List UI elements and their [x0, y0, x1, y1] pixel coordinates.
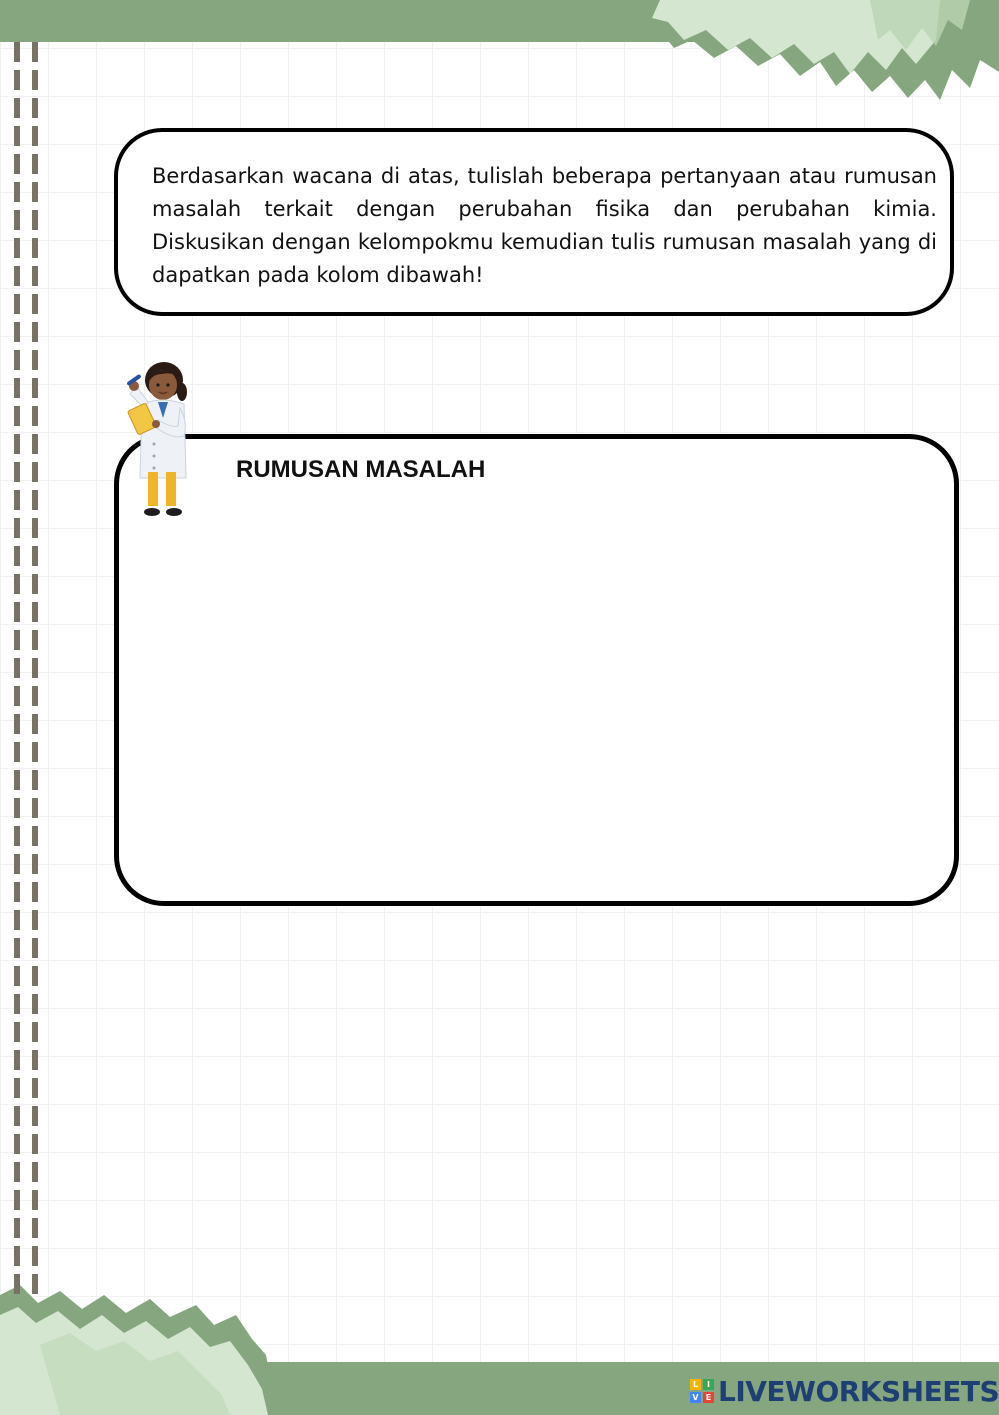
answer-box-title: RUMUSAN MASALAH	[236, 456, 486, 483]
brush-decoration-bottom-left	[0, 1285, 280, 1415]
scientist-girl-icon	[114, 352, 194, 522]
stitch-line-right	[32, 42, 38, 1297]
liveworksheets-logo	[690, 1374, 999, 1408]
answer-box[interactable]	[114, 434, 959, 906]
logo-text: LIVEWORKSHEETS	[718, 1374, 999, 1408]
brush-decoration-top-right	[640, 0, 999, 105]
liveworksheets-logo-icon: L I V E	[690, 1379, 714, 1403]
instruction-text: Berdasarkan wacana di atas, tulislah beberapa pertanyaan atau rumusan masalah terkait dengan perubahan fisika dan perubahan kimia. Diskusikan dengan kelompokmu kemudian tulis rumusan masalah yang di dapatkan pada kolom dibawah!	[152, 164, 937, 287]
stitch-line-left	[14, 42, 20, 1297]
